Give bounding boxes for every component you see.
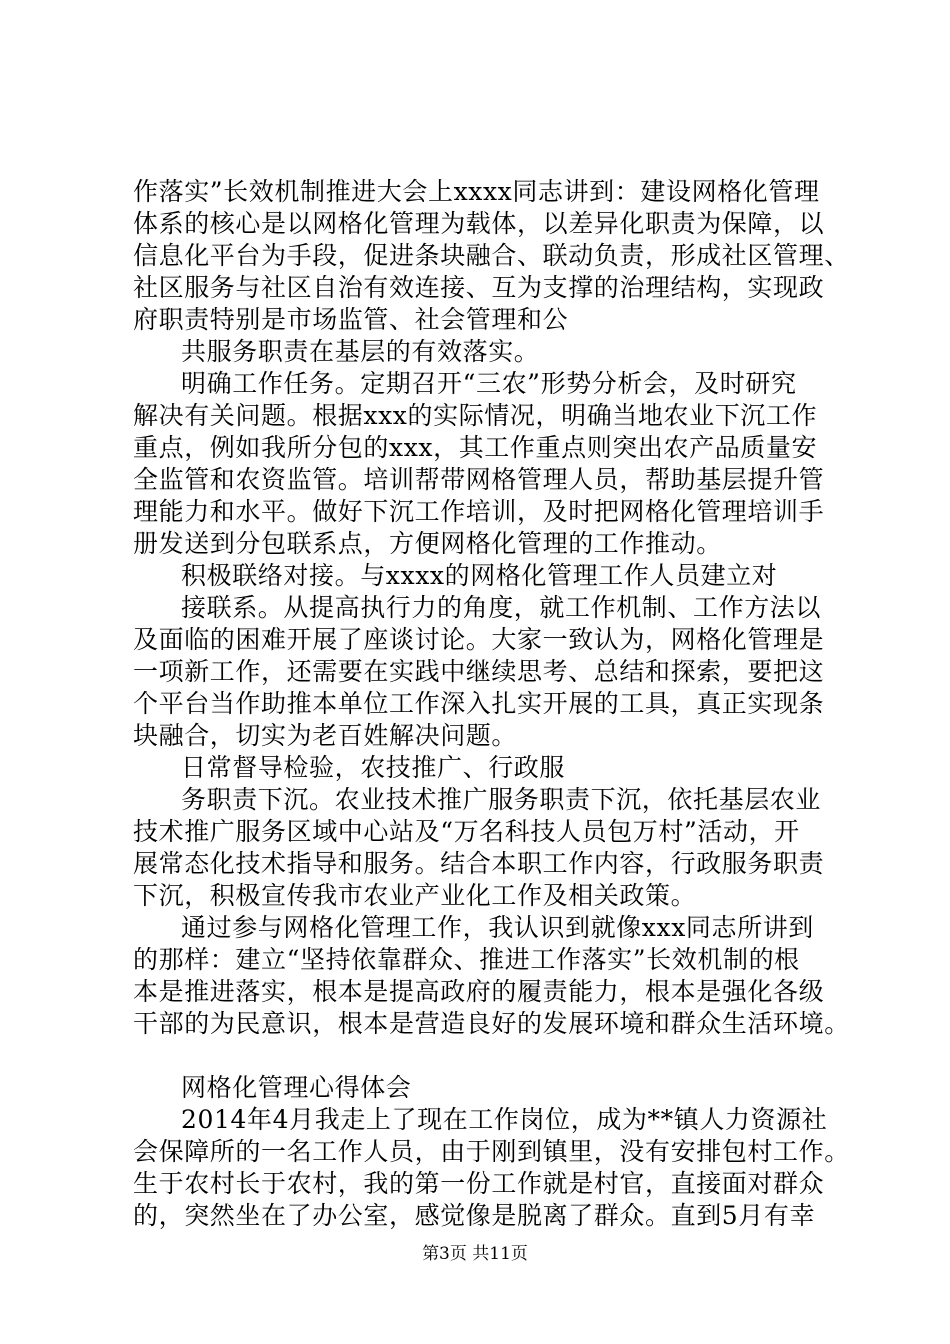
text-line: 社区服务与社区自治有效连接、互为支撑的治理结构，实现政: [133, 273, 825, 302]
text-line: 个平台当作助推本单位工作深入扎实开展的工具，真正实现条: [133, 689, 825, 718]
text-line: 全监管和农资监管。培训帮带网格管理人员，帮助基层提升管: [133, 465, 825, 494]
text-line: 技术推广服务区域中心站及“万名科技人员包万村”活动，开: [133, 817, 800, 846]
page-number-footer: 第3页 共11页: [422, 1244, 528, 1264]
text-line: 块融合，切实为老百姓解决问题。: [133, 721, 518, 750]
text-line: 会保障所的一名工作人员，由于刚到镇里，没有安排包村工作。: [133, 1137, 850, 1166]
text-line: 重点，例如我所分包的xxx，其工作重点则突出农产品质量安: [133, 433, 818, 462]
text-line: 的，突然坐在了办公室，感觉像是脱离了群众。直到5月有幸: [133, 1201, 816, 1230]
text-line: 府职责特别是市场监管、社会管理和公: [133, 305, 569, 334]
text-line: 信息化平台为手段，促进条块融合、联动负责，形成社区管理、: [133, 241, 850, 270]
text-line: 解决有关问题。根据xxx的实际情况，明确当地农业下沉工作: [133, 401, 818, 430]
text-line: 册发送到分包联系点，方便网格化管理的工作推动。: [133, 529, 722, 558]
text-line: 的那样：建立“坚持依靠群众、推进工作落实”长效机制的根: [133, 945, 800, 974]
text-line: 2014年4月我走上了现在工作岗位，成为**镇人力资源社: [181, 1105, 828, 1134]
text-line: 通过参与网格化管理工作，我认识到就像xxx同志所讲到: [181, 913, 814, 942]
text-line: 作落实”长效机制推进大会上xxxx同志讲到：建设网格化管理: [133, 177, 820, 206]
text-line: 展常态化技术指导和服务。结合本职工作内容，行政服务职责: [133, 849, 825, 878]
text-line: 下沉，积极宣传我市农业产业化工作及相关政策。: [133, 881, 697, 910]
text-line: 务职责下沉。农业技术推广服务职责下沉，依托基层农业: [181, 785, 822, 814]
text-line: 明确工作任务。定期召开“三农”形势分析会，及时研究: [181, 369, 797, 398]
text-line: 干部的为民意识，根本是营造良好的发展环境和群众生活环境。: [133, 1009, 850, 1038]
text-line: 接联系。从提高执行力的角度，就工作机制、工作方法以: [181, 593, 822, 622]
text-line: 共服务职责在基层的有效落实。: [181, 337, 540, 366]
text-line: 理能力和水平。做好下沉工作培训，及时把网格化管理培训手: [133, 497, 825, 526]
text-line: 本是推进落实，根本是提高政府的履责能力，根本是强化各级: [133, 977, 825, 1006]
text-line: 一项新工作，还需要在实践中继续思考、总结和探索，要把这: [133, 657, 825, 686]
text-line: 体系的核心是以网格化管理为载体，以差异化职责为保障，以: [133, 209, 825, 238]
section-heading: 网格化管理心得体会: [181, 1073, 412, 1102]
text-line: 生于农村长于农村，我的第一份工作就是村官，直接面对群众: [133, 1169, 825, 1198]
text-line: 积极联络对接。与xxxx的网格化管理工作人员建立对: [181, 561, 778, 590]
text-line: 及面临的困难开展了座谈讨论。大家一致认为，网格化管理是: [133, 625, 825, 654]
text-line: 日常督导检验，农技推广、行政服: [181, 753, 566, 782]
